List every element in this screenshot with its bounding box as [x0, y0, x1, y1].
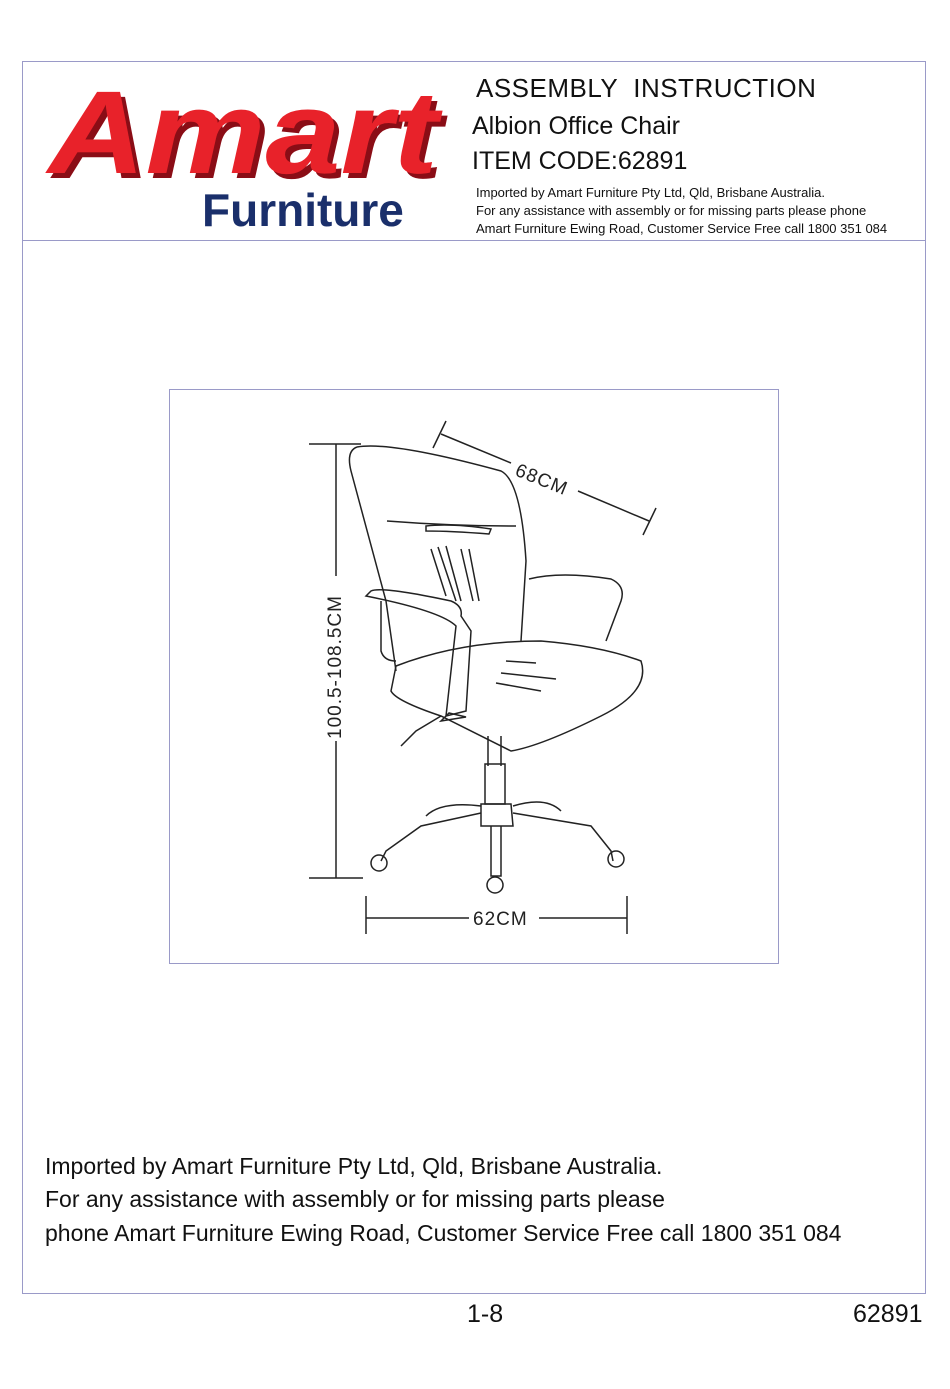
header-phone-line: Amart Furniture Ewing Road, Customer Service Free call 1800 351 084 [476, 221, 888, 236]
logo-sub-text: Furniture [202, 184, 404, 235]
header-assist-line: For any assistance with assembly or for missing parts please phone [476, 203, 867, 218]
chair-dimension-figure [169, 389, 779, 964]
depth-label: 68CM [512, 460, 571, 501]
logo-brand-text: Amart [44, 70, 444, 199]
footer-assist-line: For any assistance with assembly or for missing parts please [45, 1186, 665, 1212]
footer-phone-line: phone Amart Furniture Ewing Road, Customer Service Free call 1800 351 084 [45, 1220, 842, 1246]
document-title: ASSEMBLY INSTRUCTION [476, 73, 817, 103]
amart-furniture-logo [40, 70, 460, 235]
footer-import-line: Imported by Amart Furniture Pty Ltd, Qld, Brisbane Australia. [45, 1153, 663, 1179]
chair-drawing [349, 446, 642, 893]
footer-item-code: 62891 [853, 1300, 923, 1328]
page-number: 1-8 [467, 1300, 504, 1328]
item-code: ITEM CODE:62891 [472, 147, 688, 175]
header-divider [22, 240, 926, 241]
header-import-line: Imported by Amart Furniture Pty Ltd, Qld, Brisbane Australia. [476, 185, 825, 200]
width-label: 62CM [473, 909, 528, 930]
height-label: 100.5-108.5CM [325, 595, 346, 739]
product-name: Albion Office Chair [472, 112, 680, 140]
